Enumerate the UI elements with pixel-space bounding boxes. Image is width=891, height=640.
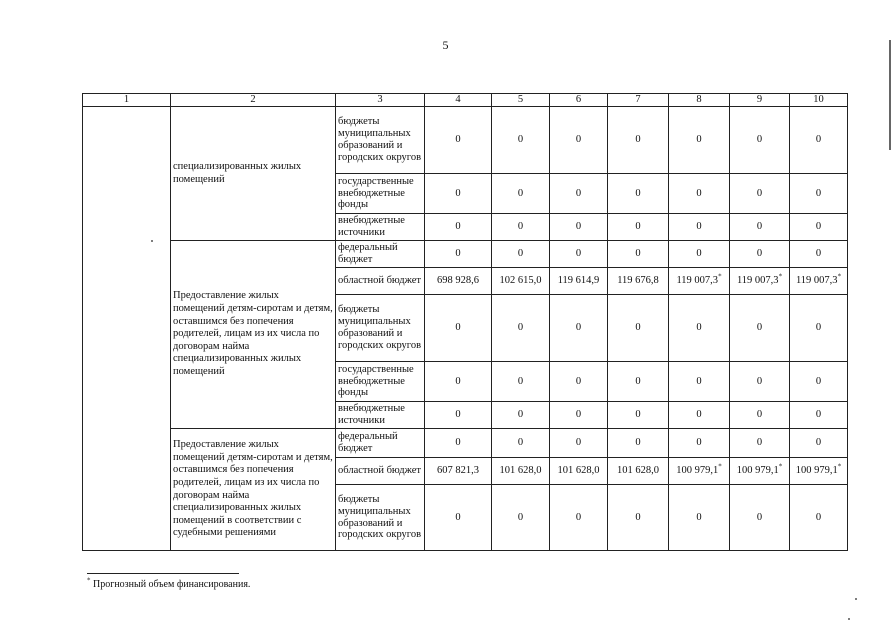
funding-source: государственные внебюджетные фонды (336, 174, 425, 214)
table-row (83, 107, 848, 174)
value-cell: 0 (608, 295, 669, 362)
funding-source: бюджеты муниципальных образований и городских округов (336, 107, 425, 174)
value-cell: 0 (669, 107, 730, 174)
funding-source: внебюджетные источники (336, 402, 425, 429)
value-cell: 0 (425, 241, 492, 268)
value-cell: 0 (608, 214, 669, 241)
value-cell: 0 (425, 429, 492, 458)
value-cell: 0 (669, 241, 730, 268)
value-text: 119 007,3 (736, 275, 779, 287)
table-row (83, 241, 848, 268)
column-number: 10 (790, 94, 848, 107)
value-cell: 0 (492, 241, 550, 268)
forecast-mark: * (718, 272, 722, 281)
page-number: 5 (442, 38, 449, 52)
value-cell: 0 (730, 107, 790, 174)
value-cell: 0 (550, 485, 608, 551)
value-text: 100 979,1 (795, 465, 838, 477)
column-number: 8 (669, 94, 730, 107)
footnote-mark: * (87, 576, 91, 585)
forecast-mark: * (837, 272, 842, 281)
value-cell: 0 (790, 214, 848, 241)
value-cell: 0 (790, 241, 848, 268)
value-cell: 0 (425, 362, 492, 402)
value-cell: 101 628,0 (608, 458, 669, 485)
value-cell: 0 (790, 402, 848, 429)
funding-source: бюджеты муниципальных образований и городских округов (336, 485, 425, 551)
column-number: 5 (492, 94, 550, 107)
value-cell: 119 614,9 (550, 268, 608, 295)
value-text: 100 979,1 (676, 465, 719, 477)
scan-speck (151, 240, 153, 242)
value-cell: 0 (669, 485, 730, 551)
value-cell: 0 (550, 362, 608, 402)
footnote (87, 576, 251, 590)
value-cell: 0 (669, 295, 730, 362)
value-cell: 0 (492, 362, 550, 402)
funding-table (82, 93, 848, 551)
value-cell: 0 (730, 241, 790, 268)
value-cell (730, 268, 790, 295)
column-number: 2 (171, 94, 336, 107)
value-cell: 0 (608, 402, 669, 429)
value-cell: 0 (790, 485, 848, 551)
funding-source: внебюджетные источники (336, 214, 425, 241)
value-cell: 0 (730, 174, 790, 214)
measure-name: специализированных жилых помещений (171, 107, 336, 241)
value-cell: 0 (492, 402, 550, 429)
value-cell: 0 (608, 174, 669, 214)
value-cell: 0 (790, 174, 848, 214)
value-cell: 101 628,0 (550, 458, 608, 485)
value-cell: 101 628,0 (492, 458, 550, 485)
value-cell: 0 (492, 174, 550, 214)
value-cell: 0 (550, 295, 608, 362)
value-cell: 0 (669, 429, 730, 458)
value-text: 119 007,3 (795, 275, 838, 287)
column-number: 6 (550, 94, 608, 107)
value-cell: 0 (492, 107, 550, 174)
footnote-divider (87, 573, 239, 574)
value-cell (669, 268, 730, 295)
measure-name: Предоставление жилых помещений детям-сиротам и детям, оставшимся без попечения родителей, лицам из их числа по договорам найма специализированных жилых помещений (171, 241, 336, 429)
funding-source: государственные внебюджетные фонды (336, 362, 425, 402)
value-text: 119 007,3 (676, 275, 719, 287)
table-row (83, 429, 848, 458)
value-cell (730, 458, 790, 485)
scan-speck (855, 598, 857, 600)
value-cell: 0 (608, 241, 669, 268)
value-text: 100 979,1 (736, 465, 779, 477)
value-cell: 0 (790, 295, 848, 362)
column-number: 9 (730, 94, 790, 107)
value-cell: 0 (425, 485, 492, 551)
forecast-mark: * (718, 462, 722, 471)
funding-source: областной бюджет (336, 268, 425, 295)
value-cell (790, 458, 848, 485)
value-cell: 0 (425, 214, 492, 241)
value-cell: 0 (425, 107, 492, 174)
value-cell: 0 (425, 402, 492, 429)
column-number: 7 (608, 94, 669, 107)
forecast-mark: * (837, 462, 842, 471)
value-cell: 0 (730, 295, 790, 362)
value-cell: 0 (550, 402, 608, 429)
row-group-cell (83, 107, 171, 551)
forecast-mark: * (778, 462, 783, 471)
value-cell: 0 (669, 402, 730, 429)
value-cell: 0 (550, 107, 608, 174)
column-number: 1 (83, 94, 171, 107)
value-cell: 102 615,0 (492, 268, 550, 295)
funding-source: федеральный бюджет (336, 429, 425, 458)
value-cell: 0 (730, 402, 790, 429)
value-cell: 0 (550, 174, 608, 214)
value-cell: 0 (608, 485, 669, 551)
value-cell: 698 928,6 (425, 268, 492, 295)
value-cell: 0 (730, 485, 790, 551)
column-number: 4 (425, 94, 492, 107)
value-cell: 0 (730, 214, 790, 241)
scan-speck (848, 618, 850, 620)
value-cell: 0 (492, 429, 550, 458)
value-cell: 607 821,3 (425, 458, 492, 485)
value-cell: 0 (550, 241, 608, 268)
funding-source: областной бюджет (336, 458, 425, 485)
value-cell: 0 (425, 295, 492, 362)
value-cell (790, 268, 848, 295)
value-cell: 0 (608, 429, 669, 458)
value-cell: 119 676,8 (608, 268, 669, 295)
value-cell: 0 (550, 214, 608, 241)
value-cell: 0 (790, 362, 848, 402)
value-cell: 0 (608, 362, 669, 402)
value-cell: 0 (790, 107, 848, 174)
value-cell: 0 (492, 214, 550, 241)
value-cell (669, 458, 730, 485)
funding-source: бюджеты муниципальных образований и городских округов (336, 295, 425, 362)
column-number-row (83, 94, 848, 107)
value-cell: 0 (550, 429, 608, 458)
footnote-text: Прогнозный объем финансирования. (93, 579, 251, 590)
value-cell: 0 (425, 174, 492, 214)
value-cell: 0 (669, 174, 730, 214)
value-cell: 0 (790, 429, 848, 458)
value-cell: 0 (492, 485, 550, 551)
forecast-mark: * (778, 272, 783, 281)
value-cell: 0 (669, 214, 730, 241)
column-number: 3 (336, 94, 425, 107)
value-cell: 0 (730, 429, 790, 458)
value-cell: 0 (492, 295, 550, 362)
funding-source: федеральный бюджет (336, 241, 425, 268)
value-cell: 0 (730, 362, 790, 402)
value-cell: 0 (669, 362, 730, 402)
value-cell: 0 (608, 107, 669, 174)
measure-name: Предоставление жилых помещений детям-сиротам и детям, оставшимся без попечения родителей, лицам из их числа по договорам найма специализированных жилых помещений в соответствии с судебными решениями (171, 429, 336, 551)
